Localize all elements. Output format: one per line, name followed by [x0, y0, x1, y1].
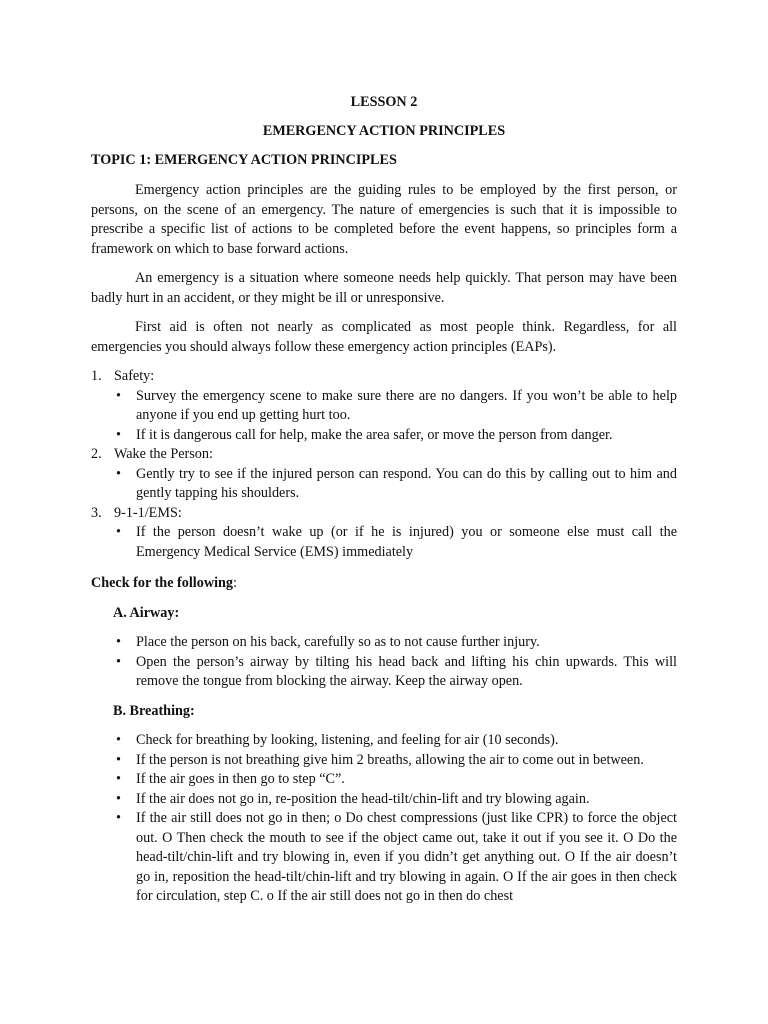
page-title: EMERGENCY ACTION PRINCIPLES — [262, 123, 506, 139]
list-item: • Gently try to see if the injured person can respond. You can do this by calling out to him and gently tapping his shoulders. — [91, 465, 677, 504]
list-item: • If the air does not go in, re-position the head-tilt/chin-lift and try blowing again. — [91, 790, 677, 810]
check-heading — [91, 574, 677, 594]
list-item: • If the person doesn’t wake up (or if he is injured) you or someone else must call the Emergency Medical Service (EMS) immediately — [91, 523, 677, 562]
check-suffix: : — [233, 575, 237, 591]
safety-bullets — [91, 387, 677, 446]
list-item: • Survey the emergency scene to make sure there are no dangers. If you won’t be able to help anyone if you end up getting hurt too. — [91, 387, 677, 426]
check-label: Check for the following — [91, 575, 233, 591]
principle-number: 3. — [91, 504, 102, 521]
principle-label: Wake the Person: — [114, 446, 213, 462]
principle-label: 9-1-1/EMS: — [114, 504, 182, 521]
topic-heading: TOPIC 1: EMERGENCY ACTION PRINCIPLES — [91, 152, 397, 168]
list-item: • Open the person’s airway by tilting his head back and lifting his chin upwards. This will remove the tongue from blocking the airway. Keep the airway open. — [91, 653, 677, 692]
breathing-heading: B. Breathing: — [113, 702, 195, 719]
principles-list — [91, 367, 677, 387]
paragraph-first-aid: First aid is often not nearly as complicated as most people think. Regardless, for all emergencies you should always follow these emergency action principles (EAPs). — [91, 319, 677, 355]
list-item: • If the air goes in then go to step “C”. — [91, 770, 677, 790]
lesson-heading: LESSON 2 — [350, 94, 418, 110]
principles-list — [91, 504, 677, 524]
list-item: • If the air still does not go in then; o Do chest compressions (just like CPR) to force the object out. O Then check the mouth to see if the object came out, take it out if you see it. O Do the head-tilt/chin-lift and try blowing in, even if you didn’t get anything out. O If the air doesn’t go in, reposition the head-tilt/chin-lift and try blowing in again. O If the air goes in then check for circulation, step C. o If the air still does not go in then do chest — [91, 809, 677, 907]
airway-heading: A. Airway: — [113, 604, 180, 621]
paragraph-emergency: An emergency is a situation where someone needs help quickly. That person may have been badly hurt in an accident, or they might be ill or unresponsive. — [91, 270, 677, 306]
breathing-bullets — [91, 731, 677, 907]
principles-list — [91, 445, 677, 465]
list-item: • Place the person on his back, carefully so as to not cause further injury. — [91, 633, 677, 653]
ems-bullets — [91, 523, 677, 562]
list-item: • If it is dangerous call for help, make the area safer, or move the person from danger. — [91, 426, 677, 446]
principle-label: Safety: — [114, 368, 155, 384]
paragraph-intro: Emergency action principles are the guiding rules to be employed by the first person, or persons, on the scene of an emergency. The nature of emergencies is such that it is impossible to prescribe a specific list of actions to be completed before the event happens, so principles form a framework on which to base forward actions. — [91, 182, 677, 257]
principle-number: 2. — [91, 446, 102, 462]
document-body — [91, 181, 677, 907]
principle-number: 1. — [91, 368, 102, 384]
airway-bullets — [91, 633, 677, 692]
principle-safety — [91, 367, 677, 387]
list-item: • If the person is not breathing give him 2 breaths, allowing the air to come out in between. — [91, 751, 677, 771]
principle-wake — [91, 445, 677, 465]
principle-ems — [91, 504, 677, 524]
wake-bullets — [91, 465, 677, 504]
list-item: • Check for breathing by looking, listening, and feeling for air (10 seconds). — [91, 731, 677, 751]
